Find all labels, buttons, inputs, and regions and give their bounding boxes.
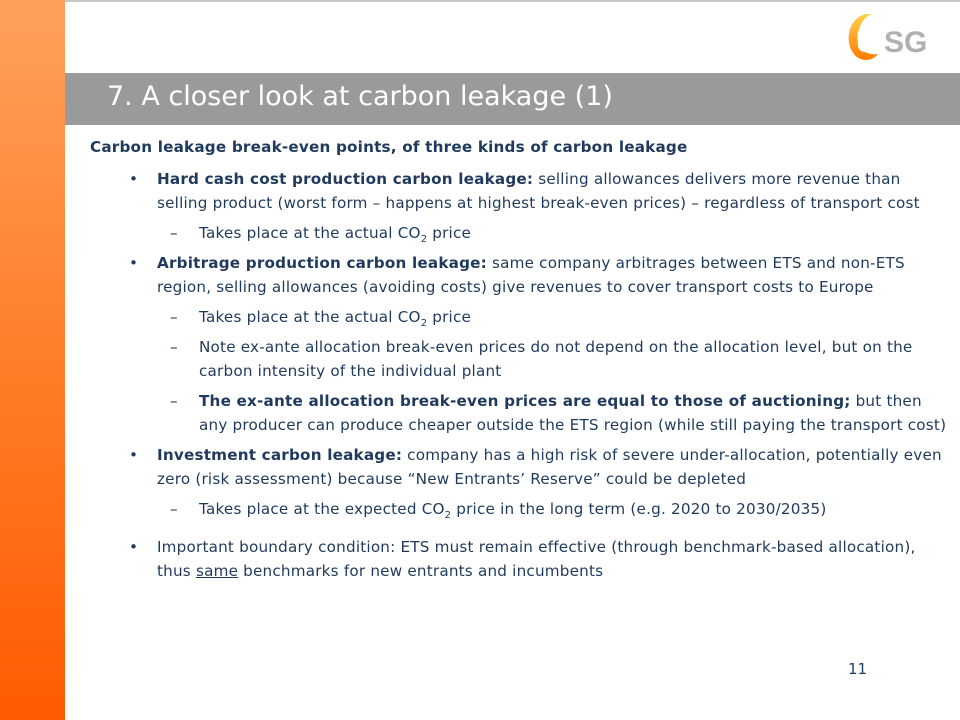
dash-mark: – [170, 308, 178, 326]
title-bar [65, 73, 960, 125]
left-accent-bar [0, 0, 65, 720]
svg-text:SG: SG [884, 26, 928, 59]
usg-logo [842, 8, 942, 66]
sub-bullet: – Takes place at the actual $CO_2$ price [90, 305, 948, 329]
bullet-text: selling allowances delivers more revenue than selling product (worst form – happens at highest break-even prices) – regardless of transport cost [157, 170, 920, 212]
bullet-arbitrage [90, 251, 948, 299]
dash-mark: – [170, 224, 178, 242]
sub-bullet: – The ex-ante allocation break-even prices are equal to those of auctioning; but then any producer can produce cheaper outside the ETS region (while still paying the transport cost) [90, 389, 948, 437]
sub-bullet: – Takes place at the expected $CO_2$ price in the long term (e.g. 2020 to 2030/2035) [90, 497, 948, 521]
slide-body [90, 135, 948, 589]
underlined-word: same [195, 562, 239, 580]
bullet-mark: • [129, 170, 139, 188]
slide-title: 7. A closer look at carbon leakage (1) [107, 81, 613, 112]
bullet-text: same company arbitrages between ETS and non-ETS region, selling allowances (avoiding costs) give revenues to cover transport costs to Europe [157, 254, 905, 296]
bullet-mark: • [129, 446, 139, 464]
spacer [90, 527, 948, 535]
bullet-heading: Arbitrage production carbon leakage: [157, 254, 487, 272]
slide-subtitle: Carbon leakage break-even points, of three kinds of carbon leakage [90, 138, 688, 156]
bullet-investment [90, 443, 948, 491]
sub-bullet: – Note ex-ante allocation break-even prices do not depend on the allocation level, but on the carbon intensity of the individual plant [90, 335, 948, 383]
bullet-mark: • [129, 254, 139, 272]
bullet-text: company has a high risk of severe under-allocation, potentially even zero (risk assessment) because “New Entrants’ Reserve” could be depleted [157, 446, 942, 488]
sub-bullet: – Takes place at the actual $CO_2$ price [90, 221, 948, 245]
bullet-heading: Investment carbon leakage: [157, 446, 403, 464]
svg-text:U: U [856, 26, 878, 59]
bullet-heading: Hard cash cost production carbon leakage: [157, 170, 534, 188]
dash-mark: – [170, 392, 178, 410]
dash-mark: – [170, 500, 178, 518]
bullet-hard-cash [90, 167, 948, 215]
page-number: 11 [848, 660, 868, 678]
bullet-mark: • [129, 538, 139, 556]
bullet-boundary: • Important boundary condition: ETS must remain effective (through benchmark-based allocation), thus same benchmarks for new entrants and incumbents [90, 535, 948, 583]
top-divider [65, 0, 960, 2]
dash-mark: – [170, 338, 178, 356]
